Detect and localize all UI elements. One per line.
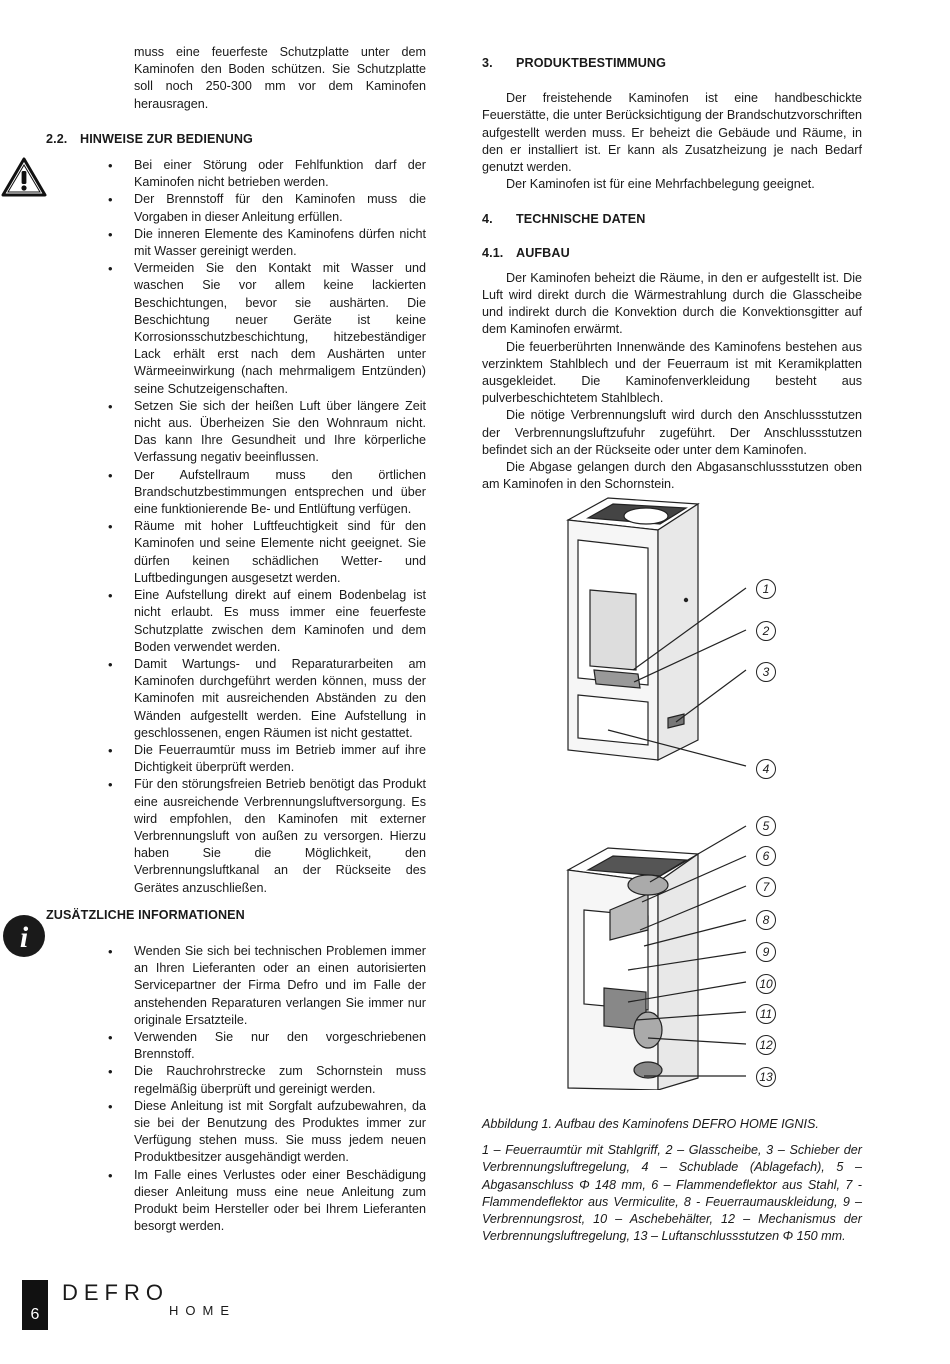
section-title: PRODUKTBESTIMMUNG bbox=[516, 56, 667, 70]
left-column bbox=[46, 44, 426, 1235]
warning-item: • Bei einer Störung oder Fehlfunktion darf der Kaminofen nicht betrieben werden. bbox=[106, 157, 426, 191]
section-title: AUFBAU bbox=[516, 245, 570, 260]
figure-caption bbox=[482, 1116, 862, 1245]
section-number: 4. bbox=[482, 212, 493, 227]
info-list bbox=[106, 943, 426, 1235]
callout-12: 12 bbox=[756, 1035, 776, 1055]
callout-13: 13 bbox=[756, 1067, 776, 1087]
section-heading-4-1 bbox=[482, 245, 862, 262]
warning-item: • Der Aufstellraum muss den örtlichen Brandschutzbestimmungen entsprechen und über eine funktionierende Be- und Entlüftung verfügen. bbox=[106, 467, 426, 519]
section-heading-4 bbox=[482, 211, 862, 228]
caption-title: Abbildung 1. Aufbau des Kaminofens DEFRO HOME IGNIS. bbox=[482, 1117, 819, 1131]
info-item: • Die Rauchrohrstrecke zum Schornstein muss regelmäßig überprüft und gereinigt werden. bbox=[106, 1063, 426, 1097]
info-icon bbox=[2, 914, 46, 958]
brand-logo bbox=[62, 1280, 238, 1318]
section-title: TECHNISCHE DATEN bbox=[516, 212, 646, 227]
right-column bbox=[482, 55, 862, 493]
stove-drawing bbox=[548, 490, 788, 1090]
warning-item: • Vermeiden Sie den Kontakt mit Wasser und waschen Sie vor allem keine lackierten Beschichtungen, bevor sie aushärten. Die Beschichtung neuer Geräte ist keine Korrosionsschutzbeschichtung, hitzebeständiger Lack erhält erst nach dem Aushärten unter Wärmeeinwirkung (nach mehrmaligem Entzünden) seine Schutzeigenschaften. bbox=[106, 260, 426, 398]
paragraph: Die nötige Verbrennungsluft wird durch den Anschlussstutzen der Verbrennungsluftzufuhr zugeführt. Der Anschlussstutzen befindet sich an der Rückseite oder unter dem Kaminofen. bbox=[482, 408, 862, 457]
paragraph: Der Kaminofen beheizt die Räume, in den er aufgestellt ist. Die Luft wird direkt durch die Wärmestrahlung durch die Glasscheibe und indirekt durch die Konvektion durch die Konvektionsgitter auf dem Kaminofen erwärmt. bbox=[482, 270, 862, 337]
callout-1: 1 bbox=[756, 579, 776, 599]
warning-icon bbox=[0, 156, 48, 198]
paragraph: Der Kaminofen ist für eine Mehrfachbelegung geeignet. bbox=[506, 177, 815, 192]
section-heading-2-2 bbox=[46, 131, 426, 148]
warning-item: • Für den störungsfreien Betrieb benötigt das Produkt eine ausreichende Verbrennungsluftversorgung. Es wird empfohlen, den Kaminofen mit externer Verbrennungsluft von außen zu versorgen. Hierzu haben Sie die Möglichkeit, den Verbrennungsluftkanal an der Rückseite des Gerätes anzuschließen. bbox=[106, 776, 426, 896]
section-number: 3. bbox=[482, 56, 493, 70]
callout-10: 10 bbox=[756, 974, 776, 994]
section-title: HINWEISE ZUR BEDIENUNG bbox=[80, 131, 253, 146]
info-item: • Verwenden Sie nur den vorgeschriebenen Brennstoff. bbox=[106, 1029, 426, 1063]
additional-info-heading: ZUSÄTZLICHE INFORMATIONEN bbox=[46, 907, 245, 922]
warning-item: • Räume mit hoher Luftfeuchtigkeit sind für den Kaminofen und seine Elemente nicht geeignet. Sie dürfen keinen schädlichen Wetter- und Luftbedingungen ausgesetzt werden. bbox=[106, 518, 426, 587]
paragraph: Die Abgase gelangen durch den Abgasanschlussstutzen oben am Kaminofen in den Schornstein. bbox=[482, 460, 862, 492]
callout-7: 7 bbox=[756, 877, 776, 897]
page-number: 6 bbox=[22, 1280, 48, 1330]
section-4-1-text bbox=[482, 270, 862, 494]
callout-6: 6 bbox=[756, 846, 776, 866]
brand-name: DEFRO bbox=[62, 1280, 169, 1305]
callout-9: 9 bbox=[756, 942, 776, 962]
callout-11: 11 bbox=[756, 1004, 776, 1024]
callout-2: 2 bbox=[756, 621, 776, 641]
info-item: • Wenden Sie sich bei technischen Problemen immer an Ihren Lieferanten oder an einen autorisierten Servicepartner der Firma Defro und im Falle der anstehenden Reparaturen verlangen Sie immer nur originale Ersatzteile. bbox=[106, 943, 426, 1029]
callout-3: 3 bbox=[756, 662, 776, 682]
info-item: • Diese Anleitung ist mit Sorgfalt aufzubewahren, da sie bei der Benutzung des Produktes immer zur Verfügung stehen muss. Sie muss jedem neuen Produktbesitzer ausgehändigt werden. bbox=[106, 1098, 426, 1167]
stove-figure bbox=[548, 490, 788, 1090]
callout-5: 5 bbox=[756, 816, 776, 836]
brand-sub: HOME bbox=[169, 1303, 236, 1318]
warning-item: • Der Brennstoff für den Kaminofen muss die Vorgaben in dieser Anleitung erfüllen. bbox=[106, 191, 426, 225]
section-number: 2.2. bbox=[46, 131, 68, 146]
svg-text:i: i bbox=[19, 921, 29, 954]
warning-item: • Eine Aufstellung direkt auf einem Bodenbelag ist nicht erlaubt. Es muss immer eine feuerfeste Schutzplatte zwischen dem Kaminofen und dem Boden verwendet werden. bbox=[106, 587, 426, 656]
warning-item: • Setzen Sie sich der heißen Luft über längere Zeit nicht aus. Überheizen Sie den Wohnraum nicht. Das kann Ihre Gesundheit und Ihre körperliche Verfassung negativ beeinflussen. bbox=[106, 398, 426, 467]
section-number: 4.1. bbox=[482, 245, 504, 260]
paragraph: Der freistehende Kaminofen ist eine handbeschickte Feuerstätte, die unter Berücksichtigung der Brandschutzvorschriften aufgestellt werden muss. Er beheizt die Gebäude und Räume, in den er installiert ist. Er kann als Zusatzheizung je nach Bedarf genutzt werden. bbox=[482, 91, 862, 175]
warning-item: • Die inneren Elemente des Kaminofens dürfen nicht mit Wasser gereinigt werden. bbox=[106, 226, 426, 260]
warning-item: • Die Feuerraumtür muss im Betrieb immer auf ihre Dichtigkeit überprüft werden. bbox=[106, 742, 426, 776]
warning-list bbox=[106, 157, 426, 897]
callout-8: 8 bbox=[756, 910, 776, 930]
section-3-text bbox=[482, 90, 862, 193]
section-heading-3 bbox=[482, 55, 862, 72]
caption-legend: 1 – Feuerraumtür mit Stahlgriff, 2 – Glasscheibe, 3 – Schieber der Verbrennungsluftregelung, 4 – Schublade (Ablagefach), 5 – Abgasanschluss Φ 148 mm, 6 – Flammendeflektor aus Stahl, 7 - Flammendeflektor aus Vermiculite, 8 - Feuerraumauskleidung, 9 – Verbrennungsrost, 10 – Aschebehälter, 12 – Mechanismus der Verbrennungsluftregelung, 13 – Luftanschlussstutzen Φ 150 mm. bbox=[482, 1143, 862, 1244]
intro-paragraph: muss eine feuerfeste Schutzplatte unter dem Kaminofen den Boden schützen. Sie Schutzplatte soll noch 250-300 mm vor dem Kaminofen herausragen. bbox=[134, 45, 426, 111]
paragraph: Die feuerberührten Innenwände des Kaminofens bestehen aus verzinktem Stahlblech und der Feuerraum ist mit Keramikplatten ausgekleidet. Die Kaminofenverkleidung besteht aus pulverbeschichtetem Stahlblech. bbox=[482, 339, 862, 406]
callout-4: 4 bbox=[756, 759, 776, 779]
warning-item: • Damit Wartungs- und Reparaturarbeiten am Kaminofen durchgeführt werden können, muss der Kaminofen mit ausreichenden Abständen zu den Wänden aufgestellt werden. Eine Aufstellung in geschlossenen, engen Räumen ist nicht gestattet. bbox=[106, 656, 426, 742]
info-item: • Im Falle eines Verlustes oder einer Beschädigung dieser Anleitung muss eine neue Anleitung zum Produkt beim Hersteller oder bei Ihrem Lieferanten besorgt werden. bbox=[106, 1167, 426, 1236]
